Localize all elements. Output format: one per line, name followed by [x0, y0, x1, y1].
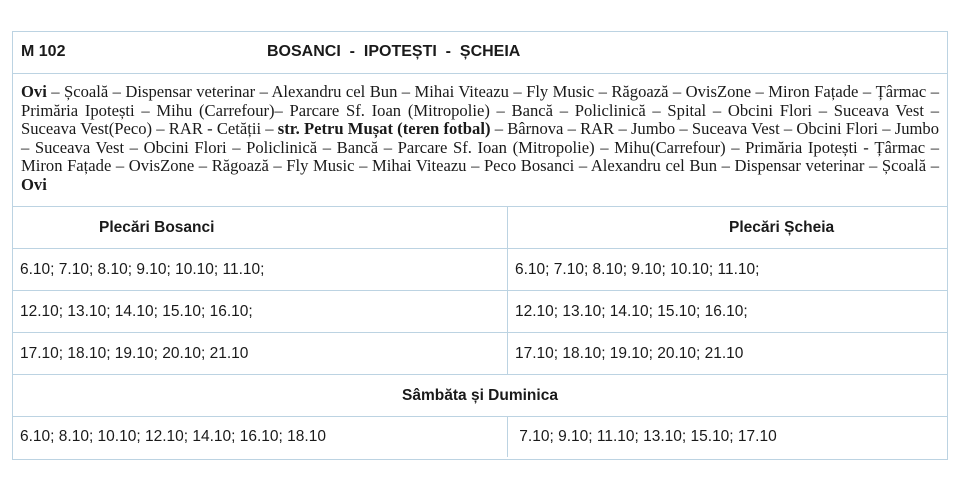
stops-outbound: – Școală – Dispensar veterinar – Alexandru cel Bun – Mihai Viteazu – Fly Music – Răgoază – OvisZone – Miron Fațade – Țârmac – Primăria Ipotești – Mihu (Carrefour)– Parcare Sf. Ioan (Mitropolie) – Bancă – Policlinică – Spital – Obcini Flori – Suceava Vest –Suceava Vest(Peco) – RAR - Cetății –	[21, 82, 939, 139]
stop-start: Ovi	[21, 82, 47, 101]
weekend-header-row	[13, 375, 947, 417]
scheia-times: 6.10; 7.10; 8.10; 9.10; 10.10; 11.10;	[515, 261, 760, 278]
route-title-row	[13, 32, 947, 74]
scheia-times: 17.10; 18.10; 19.10; 20.10; 21.10	[515, 345, 744, 362]
weekend-header: Sâmbăta și Duminica	[402, 387, 558, 404]
bosanci-header-cell	[13, 207, 508, 248]
bosanci-times: 12.10; 13.10; 14.10; 15.10; 16.10;	[20, 303, 253, 320]
route-stops	[13, 74, 947, 207]
weekend-bosanci-times: 6.10; 8.10; 10.10; 12.10; 14.10; 16.10; 18.10	[20, 428, 326, 445]
stops-return: – Bârnova – RAR – Jumbo – Suceava Vest – Obcini Flori – Jumbo – Suceava Vest – Obcini Flori – Policlinică – Bancă – Parcare Sf. Ioan (Mitropolie) – Mihu(Carrefour) – Primăria Ipotești - Țârmac – Miron Fațade – OvisZone – Răgoază – Fly Music – Mihai Viteazu – Peco Bosanci – Alexandru cel Bun – Dispensar veterinar – Școală –	[21, 119, 939, 176]
schedule-table	[12, 31, 948, 460]
scheia-header-cell	[508, 207, 947, 248]
bosanci-times-cell	[13, 333, 508, 374]
bosanci-times-cell	[13, 291, 508, 332]
scheia-times-cell	[508, 291, 947, 332]
weekend-scheia-cell	[508, 417, 947, 457]
route-code: M 102	[21, 43, 66, 60]
bosanci-header: Plecări Bosanci	[99, 219, 215, 236]
scheia-header: Plecări Șcheia	[729, 219, 835, 236]
weekend-bosanci-cell	[13, 417, 508, 457]
stop-end: Ovi	[21, 174, 47, 194]
scheia-times-cell	[508, 333, 947, 374]
table-row	[13, 291, 947, 333]
table-row	[13, 417, 947, 459]
weekend-scheia-times: 7.10; 9.10; 11.10; 13.10; 15.10; 17.10	[515, 428, 777, 445]
stop-midpoint: str. Petru Mușat (teren fotbal)	[277, 119, 491, 139]
scheia-times: 12.10; 13.10; 14.10; 15.10; 16.10;	[515, 303, 748, 320]
route-name: BOSANCI - IPOTEȘTI - ȘCHEIA	[267, 43, 521, 60]
table-row	[13, 249, 947, 291]
weekday-header-row	[13, 207, 947, 249]
bosanci-times: 6.10; 7.10; 8.10; 9.10; 10.10; 11.10;	[20, 261, 265, 278]
scheia-times-cell	[508, 249, 947, 290]
bosanci-times: 17.10; 18.10; 19.10; 20.10; 21.10	[20, 345, 249, 362]
table-row	[13, 333, 947, 375]
bosanci-times-cell	[13, 249, 508, 290]
